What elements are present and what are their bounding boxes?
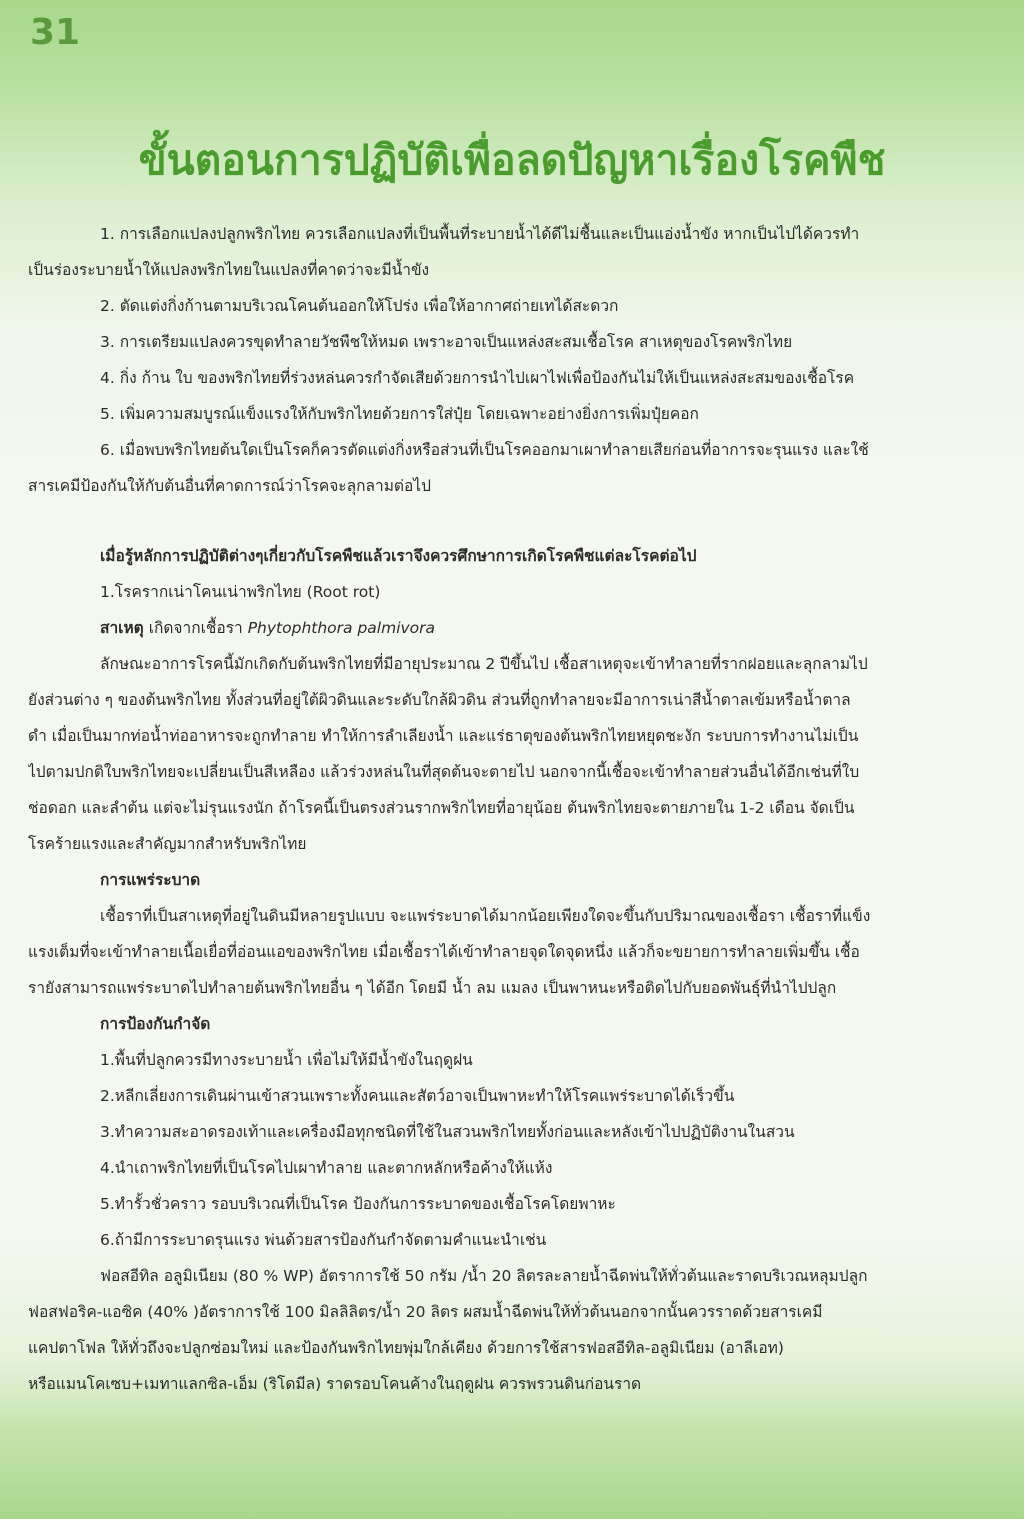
step-line: เป็นร่องระบายน้ำให้แปลงพริกไทยในแปลงที่คาดว่าจะมีน้ำขัง [28, 261, 430, 279]
step-line: 6. เมื่อพบพริกไทยต้นใดเป็นโรคก็ควรตัดแต่งกิ่งหรือส่วนที่เป็นโรคออกมาเผาทำลายเสียก่อนที่อาการจะรุนแรง และใช้ [100, 441, 869, 459]
symptom-line: ลักษณะอาการโรคนี้มักเกิดกับต้นพริกไทยที่มีอายุประมาณ 2 ปีขึ้นไป เชื้อสาเหตุจะเข้าทำลายที่รากฝอยและลุกลามไป [100, 655, 868, 673]
spread-line: แรงเต็มที่จะเข้าทำลายเนื้อเยื่อที่อ่อนแอของพริกไทย เมื่อเชื้อราได้เข้าทำลายจุดใดจุดหนึ่ง แล้วก็จะขยายการทำลายเพิ่มขึ้น เชื้อ [28, 943, 860, 961]
chemical-line: ฟอสฟอริค-แอซิค (40% )อัตราการใช้ 100 มิลลิลิตร/น้ำ 20 ลิตร ผสมน้ำฉีดพ่นให้ทั่วต้นนอกจากนั้นควรราดด้วยสารเคมี [28, 1303, 823, 1321]
disease-title: 1.โรครากเน่าโคนเน่าพริกไทย (Root rot) [100, 583, 381, 601]
control-item: 6.ถ้ามีการระบาดรุนแรง พ่นด้วยสารป้องกันกำจัดตามคำแนะนำเช่น [100, 1231, 547, 1249]
page-number: 31 [30, 12, 81, 53]
chemical-line: หรือแมนโคเซบ+เมทาแลกซิล-เอ็ม (ริโดมีล) ราดรอบโคนค้างในฤดูฝน ควรพรวนดินก่อนราด [28, 1375, 642, 1393]
cause-line [28, 610, 1006, 646]
control-item: 3.ทำความสะอาดรองเท้าและเครื่องมือทุกชนิดที่ใช้ในสวนพริกไทยทั้งก่อนและหลังเข้าไปปฏิบัติงานในสวน [100, 1123, 795, 1141]
spread-line: เชื้อราที่เป็นสาเหตุที่อยู่ในดินมีหลายรูปแบบ จะแพร่ระบาดได้มากน้อยเพียงใดจะขึ้นกับปริมาณของเชื้อรา เชื้อราที่แข็ง [100, 907, 871, 925]
control-item: 4.นำเถาพริกไทยที่เป็นโรคไปเผาทำลาย และตากหลักหรือค้างให้แห้ง [100, 1159, 553, 1177]
symptom-line: ยังส่วนต่าง ๆ ของต้นพริกไทย ทั้งส่วนที่อยู่ใต้ผิวดินและระดับใกล้ผิวดิน ส่วนที่ถูกทำลายจะมีอาการเน่าสีน้ำตาลเข้มหรือน้ำตาล [28, 691, 851, 709]
control-heading: การป้องกันกำจัด [100, 1015, 211, 1033]
control-item: 1.พื้นที่ปลูกควรมีทางระบายน้ำ เพื่อไม่ให้มีน้ำขังในฤดูฝน [100, 1051, 473, 1069]
step-line: 2. ตัดแต่งกิ่งก้านตามบริเวณโคนต้นออกให้โปร่ง เพื่อให้อากาศถ่ายเทได้สะดวก [100, 297, 619, 315]
disease-section [28, 538, 1006, 1402]
control-item: 2.หลีกเลี่ยงการเดินผ่านเข้าสวนเพราะทั้งคนและสัตว์อาจเป็นพาหะทำให้โรคแพร่ระบาดได้เร็วขึ้น [100, 1087, 735, 1105]
cause-text: เกิดจากเชื้อรา [148, 619, 243, 637]
page-title: ขั้นตอนการปฏิบัติเพื่อลดปัญหาเรื่องโรคพืช [138, 136, 886, 184]
step-line: 4. กิ่ง ก้าน ใบ ของพริกไทยที่ร่วงหล่นควรกำจัดเสียด้วยการนำไปเผาไฟเพื่อป้องกันไม่ให้เป็นแหล่งสะสมของเชื้อโรค [100, 369, 855, 387]
spread-heading: การแพร่ระบาด [100, 871, 201, 889]
section-intro: เมื่อรู้หลักการปฏิบัติต่างๆเกี่ยวกับโรคพืชแล้วเราจึงควรศึกษาการเกิดโรคพืชแต่ละโรคต่อไป [100, 547, 697, 565]
symptom-line: ดำ เมื่อเป็นมากท่อน้ำท่ออาหารจะถูกทำลาย ทำให้การลำเลียงน้ำ และแร่ธาตุของต้นพริกไทยหยุดชะงัก ระบบการทำงานไม่เป็น [28, 727, 859, 745]
control-item: 5.ทำรั้วชั่วคราว รอบบริเวณที่เป็นโรค ป้องกันการระบาดของเชื้อโรคโดยพาหะ [100, 1195, 616, 1213]
step-line: สารเคมีป้องกันให้กับต้นอื่นที่คาดการณ์ว่าโรคจะลุกลามต่อไป [28, 477, 431, 495]
chemical-line: แคปตาโฟล ให้ทั่วถึงจะปลูกซ่อมใหม่ และป้องกันพริกไทยพุ่มใกล้เคียง ด้วยการใช้สารฟอสอีทิล-อลูมิเนียม (อาลีเอท) [28, 1339, 784, 1357]
symptom-line: โรคร้ายแรงและสำคัญมากสำหรับพริกไทย [28, 835, 307, 853]
symptom-line: ไปตามปกติใบพริกไทยจะเปลี่ยนเป็นสีเหลือง แล้วร่วงหล่นในที่สุดต้นจะตายไป นอกจากนี้เชื้อจะเข้าทำลายส่วนอื่นได้อีกเช่นที่ใบ [28, 763, 860, 781]
step-line: 1. การเลือกแปลงปลูกพริกไทย ควรเลือกแปลงที่เป็นพื้นที่ระบายน้ำได้ดีไม่ชื้นและเป็นแอ่งน้ำขัง หากเป็นไปได้ควรทำ [100, 225, 860, 243]
intro-steps [28, 216, 1006, 504]
step-line: 3. การเตรียมแปลงควรขุดทำลายวัชพืชให้หมด เพราะอาจเป็นแหล่งสะสมเชื้อโรค สาเหตุของโรคพริกไทย [100, 333, 793, 351]
cause-pathogen: Phytophthora palmivora [247, 619, 436, 637]
step-line: 5. เพิ่มความสมบูรณ์แข็งแรงให้กับพริกไทยด้วยการใส่ปุ๋ย โดยเฉพาะอย่างยิ่งการเพิ่มปุ๋ยคอก [100, 405, 699, 423]
spread-line: รายังสามารถแพร่ระบาดไปทำลายต้นพริกไทยอื่น ๆ ได้อีก โดยมี น้ำ ลม แมลง เป็นพาหนะหรือติดไปกับยอดพันธุ์ที่นำไปปลูก [28, 979, 837, 997]
symptom-line: ช่อดอก และลำต้น แต่จะไม่รุนแรงนัก ถ้าโรคนี้เป็นตรงส่วนรากพริกไทยที่อายุน้อย ต้นพริกไทยจะตายภายใน 1-2 เดือน จัดเป็น [28, 799, 855, 817]
cause-label: สาเหตุ [100, 619, 144, 637]
chemical-line: ฟอสอีทิล อลูมิเนียม (80 % WP) อัตราการใช้ 50 กรัม /น้ำ 20 ลิตรละลายน้ำฉีดพ่นให้ทั่วต้นและราดบริเวณหลุมปลูก [100, 1267, 868, 1285]
